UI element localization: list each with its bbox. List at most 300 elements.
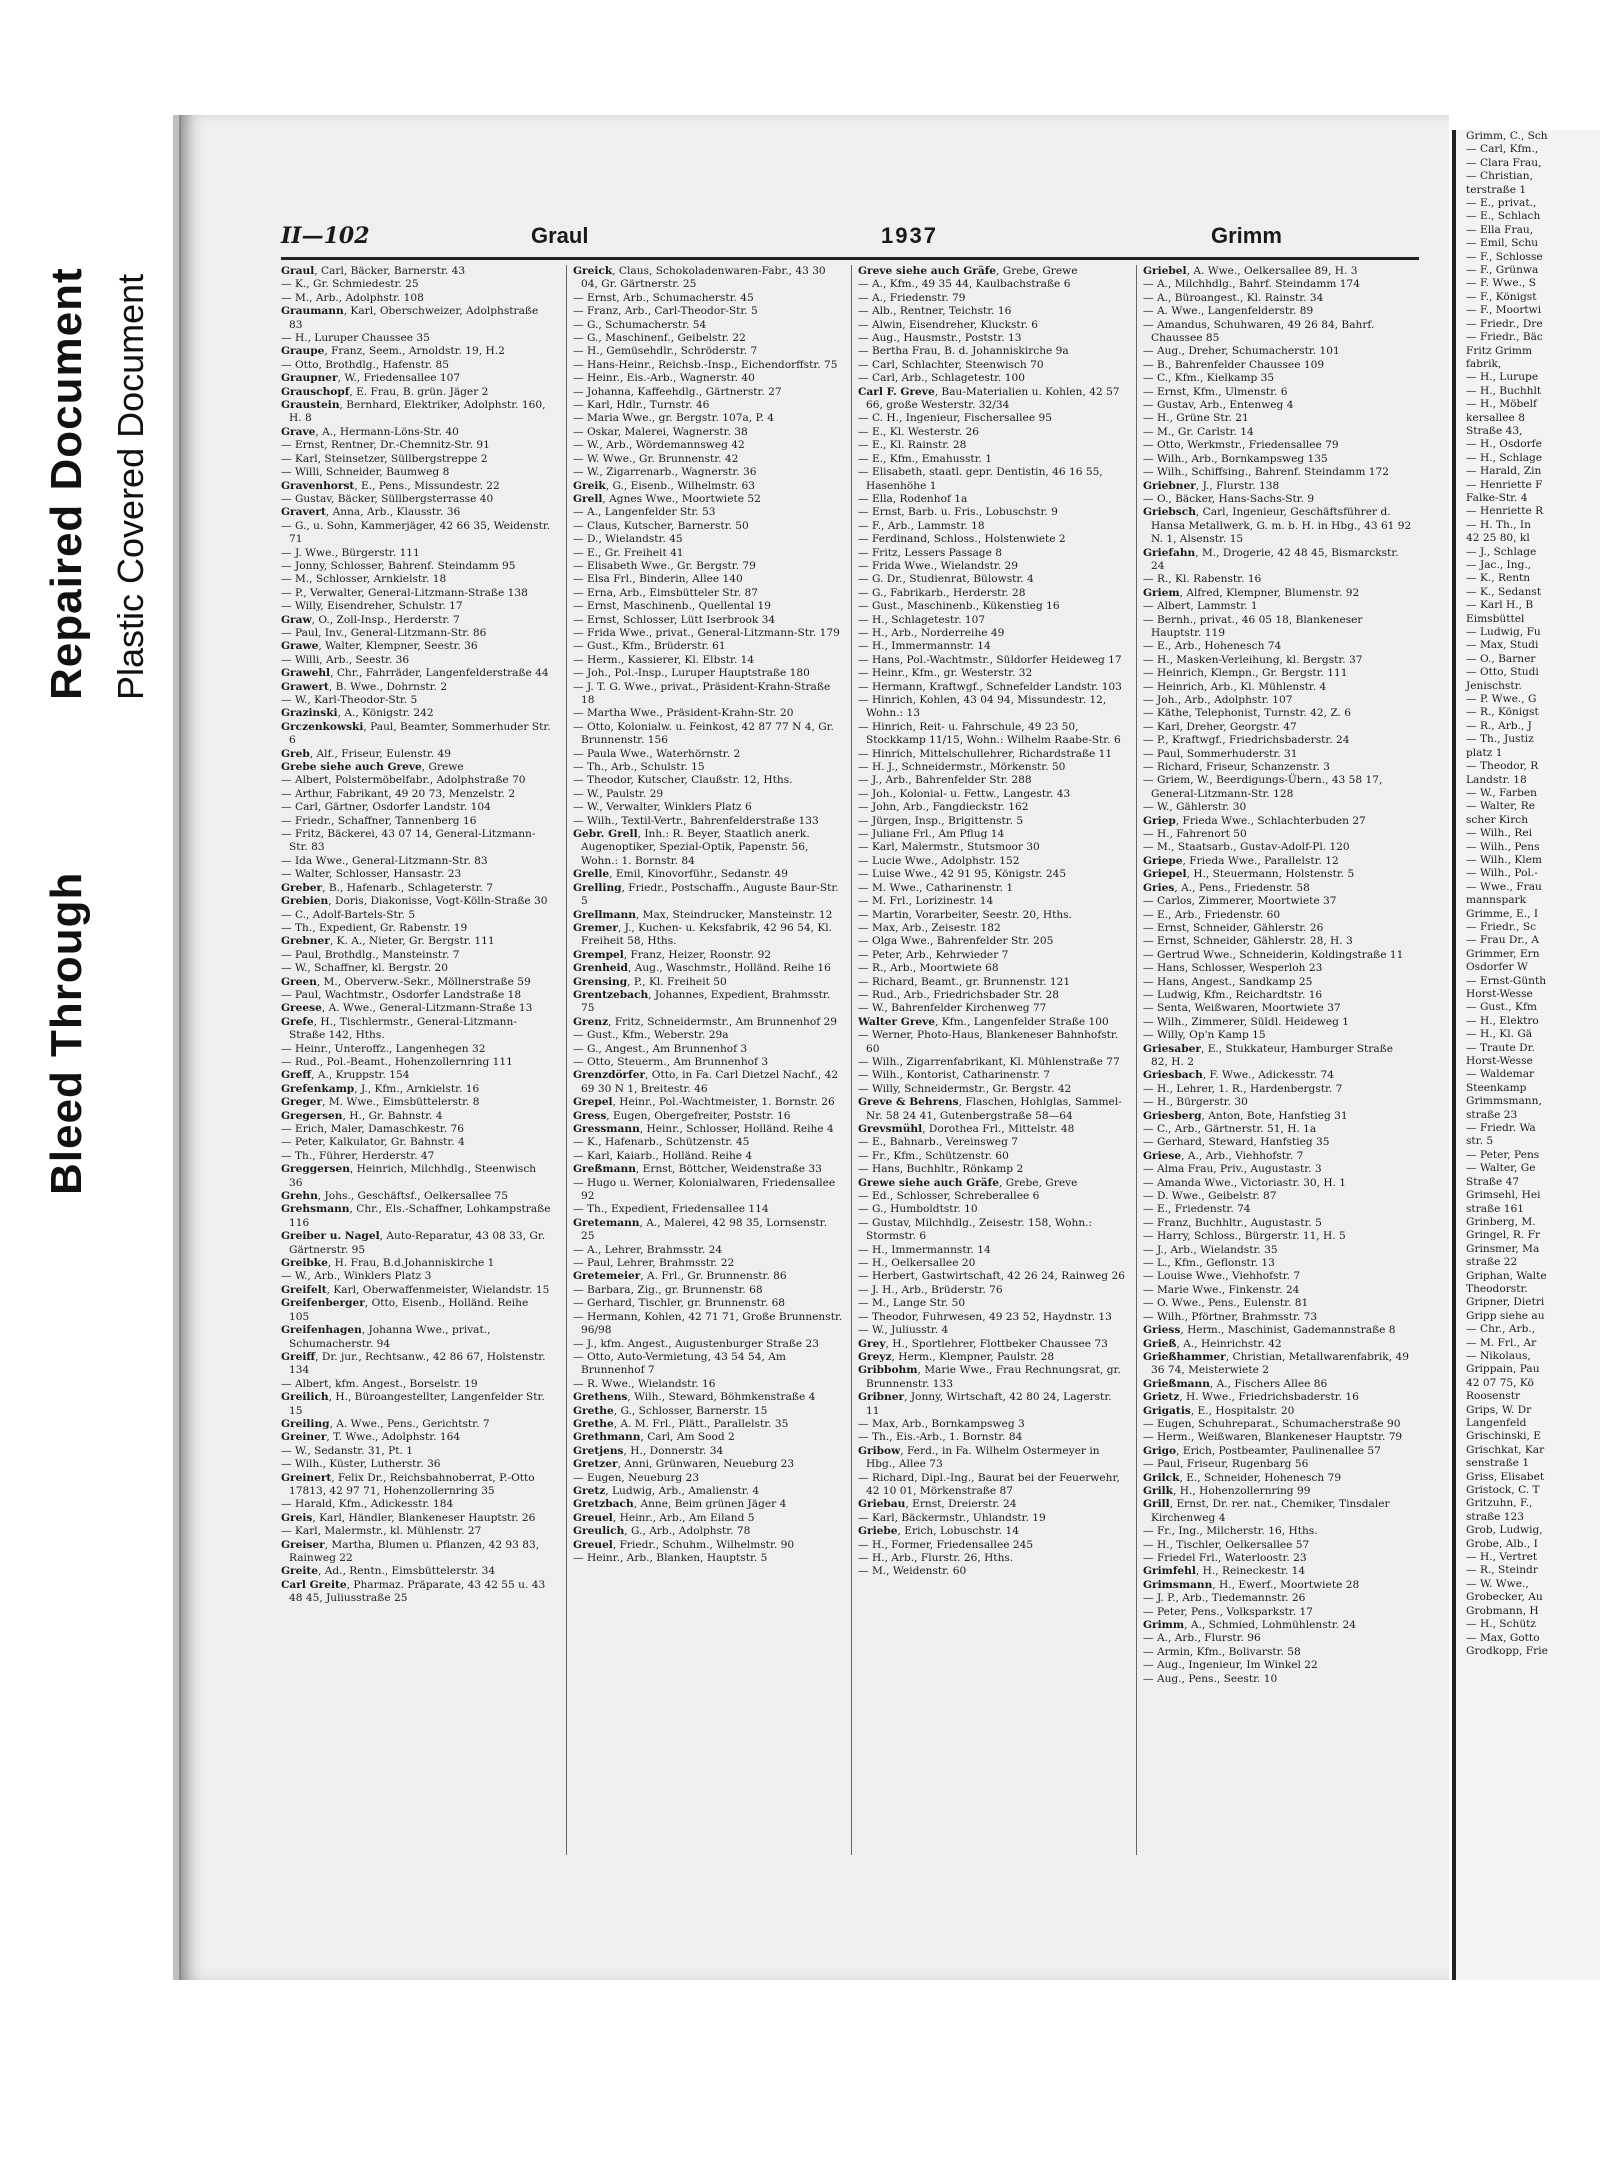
adjacent-page-line: Grischinski, E [1466, 1430, 1542, 1443]
directory-entry: — Herm., Kassierer, Kl. Elbstr. 14 [573, 653, 755, 666]
directory-entry: — Richard, Beamt., gr. Brunnenstr. 121 [858, 975, 1071, 988]
directory-entry: Griep, Frieda Wwe., Schlachterbuden 27 [1143, 814, 1366, 827]
directory-entry: — G., Fabrikarb., Herderstr. 28 [858, 586, 1026, 599]
directory-entry: — B., Bahrenfelder Chaussee 109 [1143, 358, 1325, 371]
directory-entry: Grelling, Friedr., Postschaffn., Auguste Baur-Str. 5 [573, 881, 839, 908]
directory-entry: Greifenberger, Otto, Eisenb., Holländ. Reihe 105 [281, 1297, 529, 1323]
adjacent-page-line: Gripp siehe au [1466, 1309, 1545, 1322]
directory-entry: — Otto, Kolonialw. u. Feinkost, 42 87 77 N 4, Gr. Brunnenstr. 156 [573, 720, 834, 747]
directory-entry: — Hermann, Kraftwgf., Schnefelder Landstr. 103 [858, 680, 1122, 693]
directory-entry: Griefahn, M., Drogerie, 42 48 45, Bismarckstr. 24 [1143, 546, 1399, 572]
directory-entry: Gretemann, A., Malerei, 42 98 35, Lornsenstr. 25 [573, 1216, 827, 1243]
directory-entry: Grawe, Walter, Klempner, Seestr. 36 [281, 640, 478, 653]
adjacent-page-line: Grobe, Alb., I [1466, 1537, 1538, 1550]
directory-entry: Gressmann, Heinr., Schlosser, Holländ. Reihe 4 [573, 1123, 834, 1135]
directory-entry: — W., Paulstr. 29 [573, 787, 664, 800]
directory-entry: — Albert, Polstermöbelfabr., Adolphstraße 70 [281, 774, 526, 787]
directory-entry: Graw, O., Zoll-Insp., Herderstr. 7 [281, 613, 460, 626]
directory-entry: Greis, Karl, Händler, Blankeneser Hauptstr. 26 [281, 1511, 536, 1524]
directory-entry: Grethens, Wilh., Steward, Böhmkenstraße 4 [573, 1391, 816, 1404]
directory-entry: — Willi, Schneider, Baumweg 8 [281, 466, 450, 479]
directory-entry: — Bernh., privat., 46 05 18, Blankeneser Hauptstr. 119 [1143, 613, 1363, 639]
directory-entry: Grethmann, Carl, Am Sood 2 [573, 1431, 735, 1444]
adjacent-page-line: str. 5 [1466, 1135, 1494, 1148]
directory-entry: — Herm., Weißwaren, Blankeneser Hauptstr. 79 [1143, 1431, 1403, 1444]
adjacent-page-line: Gringel, R. Fr [1466, 1229, 1541, 1242]
directory-entry: Gretzbach, Anne, Beim grünen Jäger 4 [573, 1498, 787, 1511]
directory-entry: — Ferdinand, Schloss., Holstenwiete 2 [858, 533, 1066, 546]
directory-entry: — Karl, Dreher, Georgstr. 47 [1143, 720, 1297, 733]
directory-entry: — R. Wwe., Wielandstr. 16 [573, 1377, 716, 1390]
directory-entry: — Otto, Auto-Vermietung, 43 54 54, Am Brunnenhof 7 [573, 1350, 786, 1377]
directory-entry: Grimsmann, H., Ewerf., Moortwiete 28 [1143, 1578, 1360, 1591]
directory-entry: Gribner, Jonny, Wirtschaft, 42 80 24, Lagerstr. 11 [858, 1391, 1112, 1417]
directory-entry: — G., Schumacherstr. 54 [573, 318, 707, 331]
directory-entry: Griebner, J., Flurstr. 138 [1143, 479, 1280, 492]
directory-entry: — C., Kfm., Kielkamp 35 [1143, 372, 1275, 385]
adjacent-page-line: — Wilh., Pens [1466, 840, 1540, 853]
directory-entry: Grebner, K. A., Nieter, Gr. Bergstr. 111 [281, 935, 495, 948]
directory-entry: — P., Verwalter, General-Litzmann-Straße 138 [281, 586, 528, 599]
adjacent-page-line: — Wilh., Klem [1466, 853, 1542, 866]
adjacent-page-line: Grinberg, M. [1466, 1215, 1536, 1228]
directory-entry: — Martin, Vorarbeiter, Seestr. 20, Hths. [858, 908, 1072, 921]
directory-entry: Greiling, A. Wwe., Pens., Gerichtstr. 7 [281, 1417, 490, 1430]
directory-entry: — Carlos, Zimmerer, Moortwiete 37 [1143, 895, 1337, 908]
directory-entry: Grethe, G., Schlosser, Barnerstr. 15 [573, 1404, 768, 1417]
adjacent-page-line: — F. Wwe., S [1466, 277, 1536, 290]
directory-entry: — A., Kfm., 49 35 44, Kaulbachstraße 6 [858, 278, 1071, 291]
adjacent-page-line: Gritzuhn, F., [1466, 1497, 1533, 1510]
adjacent-page-line: — H., Osdorfe [1466, 438, 1542, 451]
directory-entry: — W., Verwalter, Winklers Platz 6 [573, 801, 752, 814]
adjacent-page-line: Langenfeld [1466, 1417, 1527, 1429]
adjacent-page-line: — Wilh., Rei [1466, 827, 1532, 840]
directory-entry: Gremer, J., Kuchen- u. Keksfabrik, 42 96 54, Kl. Freiheit 58, Hths. [573, 921, 832, 948]
directory-entry: Greinert, Felix Dr., Reichsbahnoberrat, P.-Otto 17813, 42 97 71, Hohenzollernring 35 [281, 1471, 535, 1497]
adjacent-page-line: mannspark [1466, 894, 1527, 907]
directory-entry: Grefenkamp, J., Kfm., Arnkielstr. 16 [281, 1082, 480, 1095]
directory-entry: — Wilh., Zigarrenfabrikant, Kl. Mühlenstraße 77 [858, 1055, 1120, 1068]
directory-entry: — E., Arb., Friedenstr. 60 [1143, 908, 1281, 921]
directory-entry: — Juliane Frl., Am Pflug 14 [858, 828, 1005, 841]
adjacent-page-line: — E., Schlach [1466, 210, 1541, 223]
directory-entry: Grevsmühl, Dorothea Frl., Mittelstr. 48 [858, 1123, 1075, 1135]
directory-entry: Grentzebach, Johannes, Expedient, Brahmsstr. 75 [573, 988, 831, 1015]
directory-entry: — Luise Wwe., 42 91 95, Königstr. 245 [858, 868, 1067, 881]
side-labels [0, 0, 180, 2177]
directory-entry: — Wilh., Zimmerer, Süldl. Heideweg 1 [1143, 1015, 1349, 1028]
adjacent-page-line: — Chr., Arb., [1466, 1323, 1536, 1336]
adjacent-page-line: — Nikolaus, [1466, 1349, 1531, 1362]
adjacent-page-line: — F., Grünwa [1466, 264, 1539, 277]
adjacent-page-line: — Karl H., B [1466, 599, 1534, 612]
directory-entry: Gress, Eugen, Obergefreiter, Poststr. 16 [573, 1109, 791, 1122]
adjacent-page-line: — F., Schlosse [1466, 250, 1543, 263]
adjacent-page-line: — Walter, Ge [1466, 1162, 1536, 1175]
directory-entry: Greßmann, Ernst, Böttcher, Weidenstraße 33 [573, 1163, 822, 1176]
directory-entry: — Jürgen, Insp., Brigittenstr. 5 [858, 814, 1024, 827]
directory-entry: — Ernst, Arb., Schumacherstr. 45 [573, 291, 754, 304]
directory-entry: — Carl, Schlachter, Steenwisch 70 [858, 358, 1044, 371]
directory-entry: — Senta, Weißwaren, Moortwiete 37 [1143, 1002, 1341, 1015]
directory-entry: — Carl, Gärtner, Osdorfer Landstr. 104 [281, 801, 491, 814]
directory-entry: Grazinski, A., Königstr. 242 [281, 707, 434, 720]
directory-entry: — Gertrud Wwe., Schneiderin, Koldingstraße 11 [1143, 948, 1404, 961]
adjacent-page-line: — H., Möbelf [1466, 398, 1537, 411]
directory-entry: Grigatis, E., Hospitalstr. 20 [1143, 1404, 1295, 1417]
directory-entry: Greifelt, Karl, Oberwaffenmeister, Wielandstr. 15 [281, 1283, 550, 1296]
directory-entry: — H., Oelkersallee 20 [858, 1257, 976, 1270]
directory-entry: Grempel, Franz, Heizer, Roonstr. 92 [573, 948, 772, 961]
directory-entry: Griebel, A. Wwe., Oelkersallee 89, H. 3 [1143, 265, 1358, 277]
directory-entry: Greiber u. Nagel, Auto-Reparatur, 43 08 33, Gr. Gärtnerstr. 95 [281, 1230, 546, 1256]
header-year: 1937 [881, 223, 938, 248]
directory-entry: Greuel, Heinr., Arb., Am Eiland 5 [573, 1511, 755, 1524]
adjacent-page-line: — Max, Gotto [1466, 1631, 1540, 1644]
directory-entry: — G., Humboldtstr. 10 [858, 1203, 978, 1216]
directory-entry: Greik, G., Eisenb., Wilhelmstr. 63 [573, 479, 756, 492]
directory-entry: — Paula Wwe., Waterhörnstr. 2 [573, 747, 741, 760]
adjacent-page-line: — O., Barner [1466, 652, 1536, 665]
directory-entry: — Aug., Dreher, Schumacherstr. 101 [1143, 345, 1340, 358]
adjacent-page-line: — Friedr. Wa [1466, 1122, 1536, 1135]
directory-entry: Grauschopf, E. Frau, B. grün. Jäger 2 [281, 385, 489, 398]
directory-entry: — Gustav, Milchhdlg., Zeisestr. 158, Wohn.: Stormstr. 6 [858, 1216, 1093, 1243]
directory-entry: — Amandus, Schuhwaren, 49 26 84, Bahrf. Chaussee 85 [1143, 318, 1375, 345]
directory-entry: Gebr. Grell, Inh.: R. Beyer, Staatlich anerk. Augenoptiker, Spezial-Optik, Papenstr. 56, Wohn.: 1. Bornstr. 84 [573, 828, 810, 867]
directory-entry: — E., Friedenstr. 74 [1143, 1203, 1251, 1216]
directory-entry: — Fr., Kfm., Schützenstr. 60 [858, 1149, 1009, 1162]
directory-entry: Griesberg, Anton, Bote, Hanfstieg 31 [1143, 1109, 1348, 1122]
directory-entry: — Claus, Kutscher, Barnerstr. 50 [573, 519, 749, 532]
directory-entry: Grilck, E., Schneider, Hohenesch 79 [1143, 1471, 1342, 1484]
directory-entry: — Heinrich, Klempn., Gr. Bergstr. 111 [1143, 667, 1348, 680]
directory-entry: — G., Angest., Am Brunnenhof 3 [573, 1042, 748, 1055]
adjacent-page-line: — Henriette R [1466, 505, 1544, 518]
adjacent-page-line: — Peter, Pens [1466, 1148, 1540, 1161]
directory-entry: — H., Arb., Norderreihe 49 [858, 626, 1005, 639]
directory-entry: — O., Bäcker, Hans-Sachs-Str. 9 [1143, 492, 1315, 505]
adjacent-page-line: — F., Königst [1466, 290, 1537, 303]
directory-entry: Greff, A., Kruppstr. 154 [281, 1069, 410, 1082]
adjacent-page-line: Roosenstr [1466, 1390, 1521, 1403]
directory-entry: — M., Gr. Carlstr. 14 [1143, 425, 1254, 438]
directory-entry: — Ernst, Rentner, Dr.-Chemnitz-Str. 91 [281, 439, 490, 452]
directory-entry: — Frida Wwe., privat., General-Litzmann-Str. 179 [573, 626, 840, 639]
directory-entry: Gretz, Ludwig, Arb., Amalienstr. 4 [573, 1484, 760, 1497]
directory-entry: — Bertha Frau, B. d. Johanniskirche 9a [858, 345, 1069, 358]
directory-entry: — Max, Arb., Bornkampsweg 3 [858, 1417, 1025, 1430]
directory-entry: Graumann, Karl, Oberschweizer, Adolphstraße 83 [281, 305, 539, 331]
directory-entry: — Th., Expedient, Gr. Rabenstr. 19 [281, 921, 468, 934]
directory-entry: — Ernst, Kfm., Ulmenstr. 6 [1143, 385, 1288, 398]
directory-entry: Greve siehe auch Gräfe, Grebe, Grewe [858, 265, 1078, 277]
directory-entry: — Hermann, Kohlen, 42 71 71, Große Brunnenstr. 96/98 [573, 1310, 843, 1337]
directory-entry: — Ed., Schlosser, Schreberallee 6 [858, 1190, 1040, 1203]
directory-entry: — Richard, Dipl.-Ing., Baurat bei der Feuerwehr, 42 10 01, Mörkenstraße 87 [858, 1471, 1120, 1497]
adjacent-page-line: fabrik, [1466, 357, 1502, 370]
adjacent-page-line: — Ludwig, Fu [1466, 626, 1541, 639]
directory-entry: — Frida Wwe., Wielandstr. 29 [858, 559, 1019, 572]
directory-entry: — H., Bürgerstr. 30 [1143, 1096, 1248, 1109]
directory-entry: — Eugen, Schuhreparat., Schumacherstraße 90 [1143, 1417, 1401, 1430]
directory-entry: Grey, H., Sportlehrer, Flottbeker Chaussee 73 [858, 1337, 1108, 1350]
directory-entry: — Alb., Rentner, Teichstr. 16 [858, 305, 1012, 318]
directory-entry: — Gerhard, Steward, Hanfstieg 35 [1143, 1136, 1330, 1149]
adjacent-page-line: Gripner, Dietri [1466, 1296, 1545, 1309]
directory-entry: Grawehl, Chr., Fahrräder, Langenfelderstraße 44 [281, 667, 549, 680]
directory-entry: — Karl, Hdlr., Turnstr. 46 [573, 399, 710, 412]
directory-entry: — Rud., Arb., Friedrichsbader Str. 28 [858, 988, 1059, 1001]
adjacent-page-line: — R., Steindr [1466, 1564, 1538, 1577]
directory-entry: Green, M., Oberverw.-Sekr., Möllnerstraße 59 [281, 975, 531, 988]
adjacent-page-line: Horst-Wesse [1466, 988, 1533, 1000]
directory-entry: — Alwin, Eisendreher, Kluckstr. 6 [858, 318, 1039, 331]
directory-entry: — Friedel Frl., Waterloostr. 23 [1143, 1552, 1307, 1564]
directory-entry: — M. Wwe., Catharinenstr. 1 [858, 881, 1014, 894]
directory-entry: Grimfehl, H., Reineckestr. 14 [1143, 1565, 1306, 1578]
adjacent-page-line: — P. Wwe., G [1466, 693, 1537, 706]
adjacent-page-line: — Wilh., Pol.- [1466, 867, 1538, 880]
directory-entry: Grehn, Johs., Geschäftsf., Oelkersallee 75 [281, 1190, 509, 1203]
directory-entry: — W., Karl-Theodor-Str. 5 [281, 694, 418, 706]
directory-entry: — Paul, Brothdlg., Mansteinstr. 7 [281, 948, 460, 961]
directory-entry: — Ella, Rodenhof 1a [858, 492, 968, 505]
directory-entry: Greiff, Dr. jur., Rechtsanw., 42 86 67, Holstenstr. 134 [281, 1350, 546, 1377]
directory-entry: — G. Dr., Studienrat, Bülowstr. 4 [858, 573, 1034, 586]
directory-entry: Grill, Ernst, Dr. rer. nat., Chemiker, Tinsdaler Kirchenweg 4 [1143, 1498, 1390, 1524]
directory-entry: — Max, Arb., Zeisestr. 182 [858, 921, 1001, 934]
directory-entry: — H., Immermannstr. 14 [858, 640, 991, 653]
directory-entry: — Wilh., Küster, Lutherstr. 36 [281, 1458, 441, 1471]
adjacent-page-line: — Max, Studi [1466, 639, 1539, 652]
directory-entry: — Wilh., Pförtner, Brahmsstr. 73 [1143, 1310, 1318, 1323]
directory-entry: — M., Schlosser, Arnkielstr. 18 [281, 573, 447, 586]
column-4 [1136, 265, 1413, 1855]
directory-entry: — Rud., Pol.-Beamt., Hohenzollernring 111 [281, 1055, 513, 1068]
plastic-covered-document-label: Plastic Covered Document [110, 273, 151, 700]
adjacent-page-line: — Traute Dr. [1466, 1041, 1535, 1054]
directory-entry: — Gust., Maschinenb., Kükenstieg 16 [858, 600, 1060, 613]
adjacent-page-line: Osdorfer W [1466, 961, 1528, 974]
directory-entry: — Franz, Buchhltr., Augustastr. 5 [1143, 1216, 1322, 1229]
adjacent-page-line: — Carl, Kfm., [1466, 143, 1539, 156]
directory-entry: Greber, B., Hafenarb., Schlageterstr. 7 [281, 881, 493, 894]
directory-entry: Gretzer, Anni, Grünwaren, Neueburg 23 [573, 1458, 795, 1471]
directory-entry: — Gerhard, Tischler, gr. Brunnenstr. 68 [573, 1297, 786, 1310]
directory-entry: — G., u. Sohn, Kammerjäger, 42 66 35, Weidenstr. 71 [281, 519, 551, 546]
directory-entry: — E., Gr. Freiheit 41 [573, 546, 684, 559]
directory-entry: — H., Gemüsehdlr., Schröderstr. 7 [573, 345, 758, 358]
adjacent-page-line: — H., Schlage [1466, 451, 1543, 464]
directory-entry: — H., Immermannstr. 14 [858, 1243, 991, 1256]
directory-entry: — L., Kfm., Geflonstr. 13 [1143, 1257, 1275, 1270]
directory-entry: — Elisabeth Wwe., Gr. Bergstr. 79 [573, 559, 756, 572]
directory-entry: — Harry, Schloss., Bürgerstr. 11, H. 5 [1143, 1230, 1346, 1243]
directory-entry: — Walter, Schlosser, Hansastr. 23 [281, 868, 462, 881]
directory-entry: Grellmann, Max, Steindrucker, Mansteinstr. 12 [573, 908, 833, 921]
directory-entry: Griese, A., Arb., Viehhofstr. 7 [1143, 1149, 1304, 1162]
directory-entry: — G., Maschinenf., Geibelstr. 22 [573, 332, 746, 345]
adjacent-page-line: Grischkat, Kar [1466, 1443, 1545, 1456]
directory-entry: — W., Arb., Wördemannsweg 42 [573, 439, 745, 452]
directory-entry: Grebe siehe auch Greve, Grewe [281, 761, 464, 774]
directory-entry: — Willi, Arb., Seestr. 36 [281, 653, 410, 666]
directory-entry: Greick, Claus, Schokoladenwaren-Fabr., 43 30 04, Gr. Gärtnerstr. 25 [573, 265, 826, 291]
adjacent-page-line: Horst-Wesse [1466, 1055, 1533, 1068]
directory-entry: — Hans, Schlosser, Wesperloh 23 [1143, 962, 1323, 975]
bleed-through-label: Bleed Through [42, 871, 91, 1195]
adjacent-page-line: Grips, W. Dr [1466, 1403, 1532, 1416]
directory-entry: — Elisabeth, staatl. gepr. Dentistin, 46 16 55, Hasenhöhe 1 [858, 466, 1103, 492]
adjacent-page-line: — Ella Frau, [1466, 223, 1534, 236]
adjacent-page-line: — W., Farben [1466, 786, 1537, 799]
directory-entry: — C. H., Ingenieur, Fischersallee 95 [858, 412, 1052, 425]
adjacent-page-line: — Wwe., Frau [1466, 880, 1542, 893]
adjacent-page-line: — R., Arb., J [1466, 719, 1532, 732]
directory-entry: — Th., Arb., Schulstr. 15 [573, 761, 705, 774]
directory-entry: — H., Lehrer, 1. R., Hardenbergstr. 7 [1143, 1082, 1343, 1095]
adjacent-page-line: — E., privat., [1466, 197, 1537, 210]
directory-entry: — A., Büroangest., Kl. Rainstr. 34 [1143, 291, 1324, 304]
directory-entry: Griepe, Frieda Wwe., Parallelstr. 12 [1143, 854, 1339, 867]
adjacent-page-line: Grimsehl, Hei [1466, 1189, 1541, 1202]
directory-entry: Greese, A. Wwe., General-Litzmann-Straße 13 [281, 1002, 533, 1015]
directory-entry: — Albert, Lammstr. 1 [1143, 600, 1258, 613]
directory-entry: — Willy, Eisendreher, Schulstr. 17 [281, 600, 463, 613]
directory-entry: Grefe, H., Tischlermstr., General-Litzmann-Straße 142, Hths. [281, 1015, 517, 1042]
adjacent-page-line: Straße 43, [1466, 424, 1523, 437]
directory-entry: Grell, Agnes Wwe., Moortwiete 52 [573, 492, 761, 505]
directory-entry: — Oskar, Malerei, Wagnerstr. 38 [573, 425, 748, 438]
column-2 [566, 265, 843, 1855]
directory-entry: Greger, M. Wwe., Eimsbüttelerstr. 8 [281, 1096, 480, 1109]
directory-entry: Carl Greite, Pharmaz. Präparate, 43 42 55 u. 43 48 45, Juliusstraße 25 [281, 1578, 546, 1605]
directory-entry: — Paul, Lehrer, Brahmsstr. 22 [573, 1257, 735, 1270]
directory-entry: — Heinr., Kfm., gr. Westerstr. 32 [858, 667, 1033, 680]
directory-entry: Griebau, Ernst, Dreierstr. 24 [858, 1498, 1017, 1511]
directory-entry: — J. Wwe., Bürgerstr. 111 [281, 546, 420, 559]
directory-entry: — J., Arb., Bahrenfelder Str. 288 [858, 774, 1032, 787]
adjacent-page-line: straße 123 [1466, 1510, 1525, 1523]
directory-entry: Grenz, Fritz, Schneidermstr., Am Brunnenhof 29 [573, 1015, 837, 1028]
adjacent-page-line: Jenischstr. [1466, 679, 1522, 692]
directory-entry: — D. Wwe., Geibelstr. 87 [1143, 1190, 1277, 1203]
directory-entry: — W., Juliusstr. 4 [858, 1324, 949, 1337]
adjacent-page-line: scher Kirch [1466, 813, 1529, 826]
directory-entry: — Willy, Schneidermstr., Gr. Bergstr. 42 [858, 1082, 1072, 1095]
directory-entry: Gretemeier, A. Frl., Gr. Brunnenstr. 86 [573, 1270, 787, 1283]
directory-entry: — Joh., Pol.-Insp., Luruper Hauptstraße 180 [573, 667, 810, 680]
directory-entry: — A., Friedenstr. 79 [858, 291, 966, 304]
directory-entry: — Hans-Heinr., Reichsb.-Insp., Eichendorffstr. 75 [573, 358, 838, 371]
directory-entry: Grave, A., Hermann-Löns-Str. 40 [281, 425, 459, 438]
directory-entry: — Paul, Inv., General-Litzmann-Str. 86 [281, 626, 487, 639]
directory-entry: — P., Kraftwgf., Friedrichsbaderstr. 24 [1143, 734, 1350, 747]
adjacent-page-line: — Theodor, R [1466, 760, 1539, 773]
directory-entry: Grimm, A., Schmied, Lohmühlenstr. 24 [1143, 1619, 1357, 1632]
directory-entry: — W., Gählerstr. 30 [1143, 801, 1247, 814]
directory-entry: — J. T. G. Wwe., privat., Präsident-Krahn-Straße 18 [573, 680, 831, 706]
adjacent-page-line: — H., Elektro [1466, 1014, 1539, 1027]
directory-entry: — Hans, Pol.-Wachtmstr., Süldorfer Heideweg 17 [858, 653, 1122, 666]
directory-entry: — Paul, Wachtmstr., Osdorfer Landstraße 18 [281, 988, 522, 1001]
directory-entry: — H., Arb., Flurstr. 26, Hths. [858, 1552, 1014, 1564]
directory-entry: — W., Zigarrenarb., Wagnerstr. 36 [573, 466, 757, 479]
adjacent-page-line: — W. Wwe., [1466, 1577, 1529, 1590]
column-1 [281, 265, 551, 1855]
directory-entry: Greifenhagen, Johanna Wwe., privat., Schumacherstr. 94 [281, 1324, 491, 1350]
directory-entry: — E., Arb., Hohenesch 74 [1143, 640, 1282, 653]
adjacent-page-line: Grobmann, H [1466, 1604, 1539, 1617]
directory-entry: — Griem, W., Beerdigungs-Übern., 43 58 17, General-Litzmann-Str. 128 [1143, 774, 1383, 800]
adjacent-page-line: Grippain, Pau [1466, 1363, 1540, 1376]
adjacent-page-line: — Friedr., Dre [1466, 317, 1543, 330]
directory-entry: — Olga Wwe., Bahrenfelder Str. 205 [858, 935, 1054, 948]
directory-entry: Grepel, Heinr., Pol.-Wachtmeister, 1. Bornstr. 26 [573, 1096, 835, 1109]
directory-entry: — Herbert, Gastwirtschaft, 42 26 24, Rainweg 26 [858, 1270, 1125, 1283]
directory-entry: Grenzdörfer, Otto, in Fa. Carl Dietzel Nachf., 42 69 30 N 1, Breitestr. 46 [573, 1069, 839, 1095]
directory-entry: Graustein, Bernhard, Elektriker, Adolphstr. 160, H. 8 [281, 399, 546, 425]
adjacent-page-line: Grimmer, Ern [1466, 947, 1540, 960]
directory-entry: Greite, Ad., Rentn., Eimsbüttelerstr. 34 [281, 1565, 496, 1578]
adjacent-page-line: 42 25 80, kl [1466, 532, 1530, 545]
directory-entry: — Fritz, Lessers Passage 8 [858, 546, 1002, 559]
directory-entry: — Th., Führer, Herderstr. 47 [281, 1149, 435, 1162]
directory-entry: Grießhammer, Christian, Metallwarenfabrik, 49 36 74, Meisterwiete 2 [1143, 1350, 1409, 1377]
adjacent-page-line: Straße 47 [1466, 1175, 1520, 1188]
adjacent-page-line: Gristock, C. T [1466, 1484, 1540, 1497]
directory-entry: Gretjens, H., Donnerstr. 34 [573, 1444, 724, 1457]
directory-entry: — Eugen, Neueburg 23 [573, 1471, 700, 1484]
directory-entry: — H., Schlagetestr. 107 [858, 613, 986, 626]
directory-entry: — R., Kl. Rabenstr. 16 [1143, 573, 1262, 586]
directory-entry: — Marie Wwe., Finkenstr. 24 [1143, 1283, 1300, 1296]
adjacent-page-line: senstraße 1 [1466, 1457, 1530, 1470]
directory-entry: — A., Langenfelder Str. 53 [573, 506, 716, 519]
adjacent-page-line: Grimme, E., I [1466, 907, 1539, 920]
directory-entry: — Maria Wwe., gr. Bergstr. 107a, P. 4 [573, 412, 774, 425]
adjacent-page-line: — Ernst-Günth [1466, 974, 1547, 987]
directory-entry: — Otto, Brothdlg., Hafenstr. 85 [281, 358, 450, 371]
adjacent-page-line: Grodkopp, Frie [1466, 1644, 1548, 1657]
adjacent-page-line: kersallee 8 [1466, 411, 1525, 424]
adjacent-page-line: — H., Schütz [1466, 1618, 1536, 1631]
directory-entry: Graupner, W., Friedensallee 107 [281, 372, 461, 385]
directory-entry: — Wilh., Arb., Bornkampsweg 135 [1143, 452, 1328, 465]
directory-entry: — Albert, kfm. Angest., Borselstr. 19 [281, 1377, 478, 1390]
directory-entry: — Wilh., Textil-Vertr., Bahrenfelderstraße 133 [573, 814, 819, 827]
directory-entry: — Fritz, Bäckerei, 43 07 14, General-Litzmann-Str. 83 [281, 828, 536, 854]
directory-entry: — C., Adolf-Bartels-Str. 5 [281, 908, 416, 921]
directory-entry: — Ida Wwe., General-Litzmann-Str. 83 [281, 854, 488, 867]
directory-entry: Grehsmann, Chr., Els.-Schaffner, Lohkampstraße 116 [281, 1203, 551, 1229]
directory-entry: — M., Weidenstr. 60 [858, 1565, 967, 1578]
adjacent-page-line: Griphan, Walte [1466, 1269, 1547, 1282]
directory-entry: — Friedr., Schaffner, Tannenberg 16 [281, 814, 477, 827]
directory-entry: — Hinrich, Reit- u. Fahrschule, 49 23 50, Stockkamp 11/15, Wohn.: Wilhelm Raabe-Str. 6 [858, 720, 1121, 747]
directory-entry: Grczenkowski, Paul, Beamter, Sommerhuder Str. 6 [281, 720, 551, 747]
directory-entry: — O. Wwe., Pens., Eulenstr. 81 [1143, 1297, 1309, 1310]
adjacent-page-line: Eimsbüttel [1466, 612, 1525, 625]
directory-entry: — R., Arb., Moortwiete 68 [858, 962, 999, 975]
directory-entry: — Gust., Kfm., Weberstr. 29a [573, 1029, 729, 1042]
directory-entry: Greggersen, Heinrich, Milchhdlg., Steenwisch 36 [281, 1163, 537, 1189]
adjacent-page-fragment [1452, 130, 1600, 1980]
directory-entry: — Aug., Pens., Seestr. 10 [1143, 1672, 1278, 1685]
directory-entry: Grelle, Emil, Kinovorführ., Sedanstr. 49 [573, 868, 788, 881]
